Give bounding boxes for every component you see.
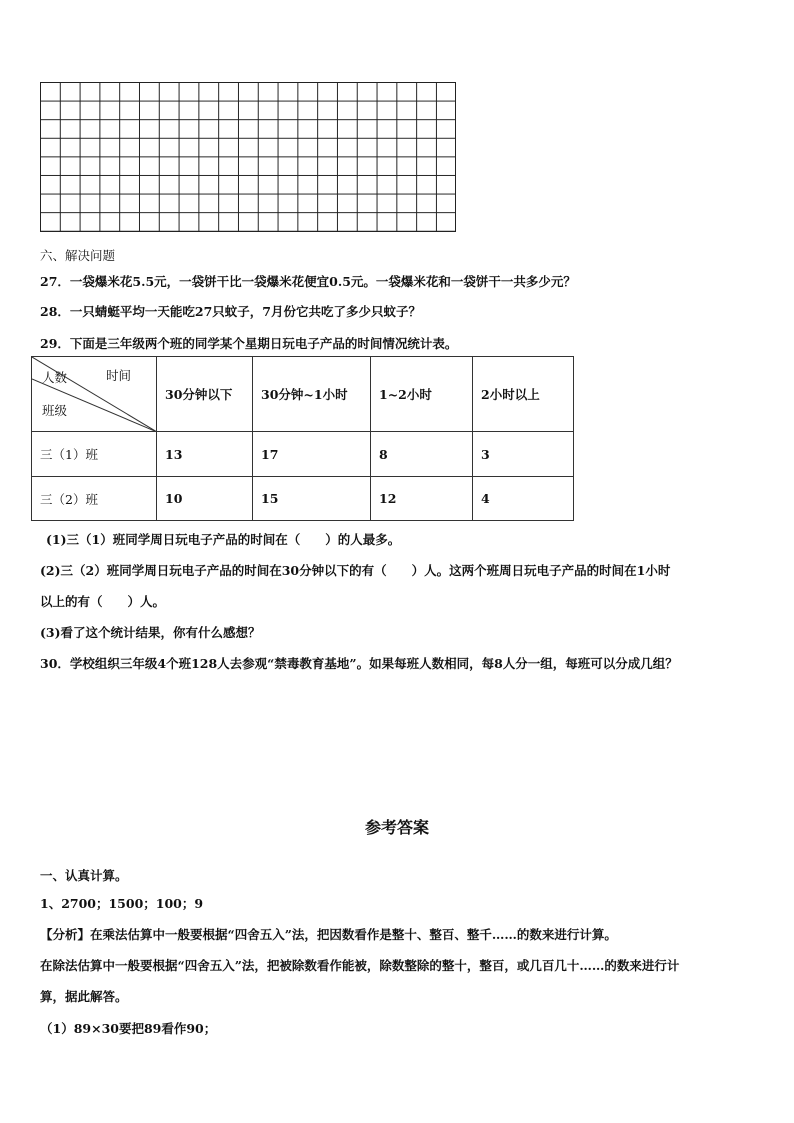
table-row-label: 三（2）班 <box>32 477 157 521</box>
solution-step-1: （1）89×30要把89看作90； <box>40 1021 217 1036</box>
table-cell: 3 <box>473 432 574 477</box>
answers-title: 参考答案 <box>364 818 429 837</box>
table-header-cell: 30分钟以下 <box>157 357 253 432</box>
question-29-part-1: (1)三（1）班同学周日玩电子产品的时间在（ ）的人最多。 <box>46 532 401 547</box>
corner-label-time: 时间 <box>106 368 132 383</box>
table-row-label: 三（1）班 <box>32 432 157 477</box>
question-29-part-2a: (2)三（2）班同学周日玩电子产品的时间在30分钟以下的有（ ）人。这两个班周日玩电子产品的时间在1小时 <box>40 563 671 578</box>
analysis-line-2a: 在除法估算中一般要根据“四舍五入”法，把被除数看作能被，除数整除的整十，整百，或几百几十……的数来进行计 <box>40 958 680 973</box>
table-header-cell: 30分钟~1小时 <box>253 357 371 432</box>
table-header-cell: 1~2小时 <box>371 357 473 432</box>
table-header-cell: 2小时以上 <box>473 357 574 432</box>
answers-section-one: 一、认真计算。 <box>40 868 128 883</box>
table-cell: 13 <box>157 432 253 477</box>
table-corner-cell <box>32 357 157 432</box>
table-cell: 10 <box>157 477 253 521</box>
corner-label-people: 人数 <box>42 370 68 385</box>
table-cell: 8 <box>371 432 473 477</box>
writing-grid <box>40 82 456 232</box>
table-header-row <box>32 357 574 432</box>
table-row <box>32 477 574 521</box>
question-29-part-3: (3)看了这个统计结果，你有什么感想？ <box>40 625 261 640</box>
analysis-line-1: 【分析】在乘法估算中一般要根据“四舍五入”法，把因数看作是整十、整百、整千……的数来进行计算。 <box>40 927 617 942</box>
analysis-line-2b: 算，据此解答。 <box>40 989 128 1004</box>
question-27: 27．一袋爆米花5.5元，一袋饼干比一袋爆米花便宜0.5元。一袋爆米花和一袋饼干一共多少元？ <box>40 274 576 289</box>
question-29-part-2b: 以上的有（ ）人。 <box>40 594 166 609</box>
table-cell: 15 <box>253 477 371 521</box>
table-row <box>32 432 574 477</box>
question-30: 30．学校组织三年级4个班128人去参观“禁毒教育基地”。如果每班人数相同，每8人分一组，每班可以分成几组？ <box>40 656 678 671</box>
section-six-title: 六、解决问题 <box>40 248 116 263</box>
statistics-table <box>31 356 574 521</box>
question-28: 28．一只蜻蜓平均一天能吃27只蚊子，7月份它共吃了多少只蚊子？ <box>40 304 421 319</box>
table-cell: 17 <box>253 432 371 477</box>
table-cell: 12 <box>371 477 473 521</box>
question-29: 29．下面是三年级两个班的同学某个星期日玩电子产品的时间情况统计表。 <box>40 336 458 351</box>
corner-label-class: 班级 <box>42 403 68 418</box>
table-cell: 4 <box>473 477 574 521</box>
answer-1: 1、2700；1500；100；9 <box>40 896 204 911</box>
